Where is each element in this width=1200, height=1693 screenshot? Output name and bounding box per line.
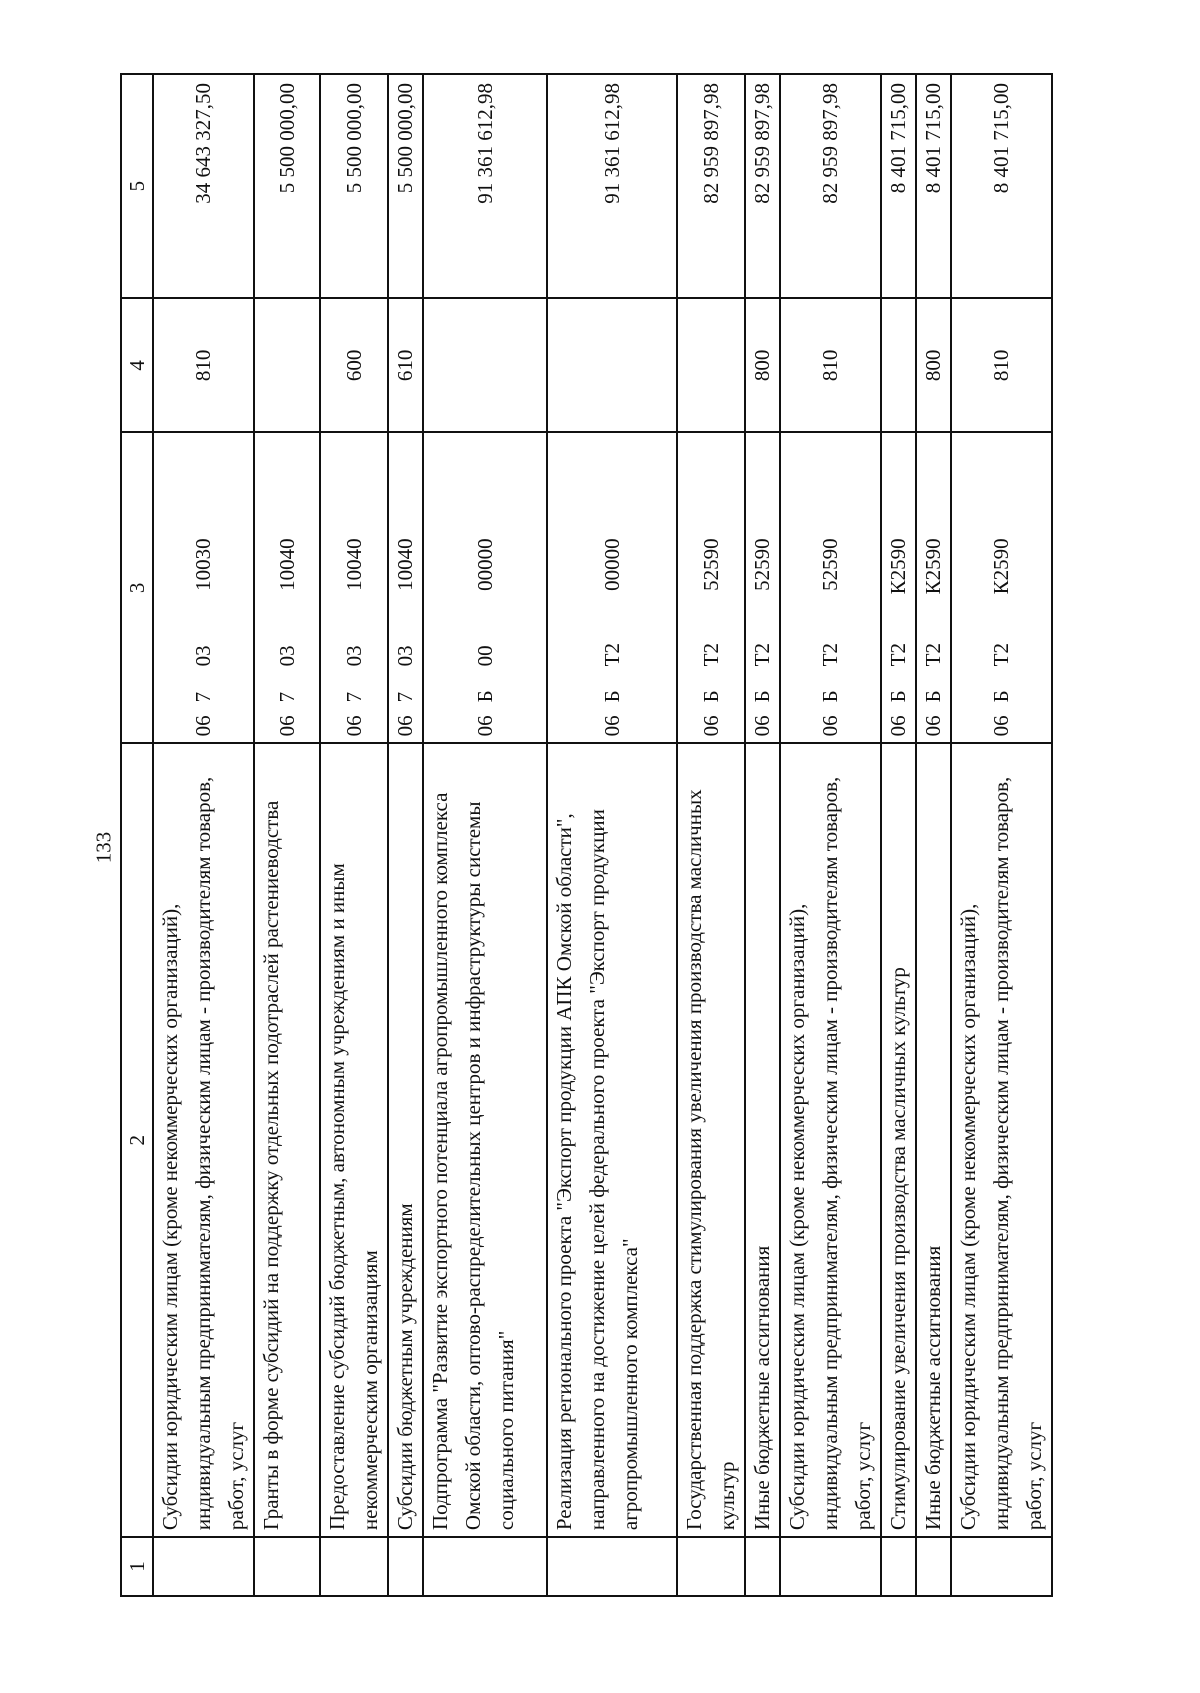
- code-part: 10040: [341, 538, 366, 591]
- row-amount: 5 500 000,00: [254, 74, 320, 298]
- table-row: [320, 74, 388, 1596]
- col-header-3: 3: [121, 432, 153, 743]
- code-part: 03: [191, 645, 215, 667]
- code-part: 00: [472, 645, 497, 667]
- code-part: 06: [599, 715, 624, 737]
- row-amount: 91 361 612,98: [423, 74, 547, 298]
- row-expense-type: 800: [745, 298, 780, 432]
- row-amount: 8 401 715,00: [881, 74, 916, 298]
- code-part: Б: [750, 690, 774, 703]
- header-row: [121, 74, 153, 1596]
- row-name: Реализация регионального проекта "Экспорт продукции АПК Омской области", направленного на достижение целей федерального проекта "Экспорт продукции агропромышленного комплекса": [547, 743, 677, 1537]
- col-header-5: 5: [121, 74, 153, 298]
- row-name: Субсидии юридическим лицам (кроме некоммерческих организаций), индивидуальным предпринимателям, физическим лицам - производителям товаров, работ, услуг: [153, 743, 254, 1537]
- row-code: [780, 432, 881, 743]
- code-part: Б: [698, 690, 723, 703]
- code-part: 06: [818, 715, 842, 737]
- row-expense-type: [547, 298, 677, 432]
- row-amount: 91 361 612,98: [547, 74, 677, 298]
- row-amount: 8 401 715,00: [951, 74, 1052, 298]
- row-name: Предоставление субсидий бюджетным, автономным учреждениям и иным некоммерческим организациям: [320, 743, 388, 1537]
- code-part: Т2: [698, 643, 723, 667]
- table-row: [951, 74, 1052, 1596]
- row-name: Подпрограмма "Развитие экспортного потенциала агропромышленного комплекса Омской области, оптово-распределительных центров и инфраструктуры системы социального питания": [423, 743, 547, 1537]
- row-code: [677, 432, 745, 743]
- code-part: 06: [989, 715, 1013, 737]
- page-number: 133: [91, 831, 116, 864]
- code-part: 00000: [599, 538, 624, 591]
- code-part: 06: [191, 715, 215, 737]
- code-part: Т2: [818, 643, 842, 667]
- row-amount: 5 500 000,00: [320, 74, 388, 298]
- code-part: 06: [274, 715, 299, 737]
- code-part: Т2: [989, 643, 1013, 667]
- row-expense-type: [881, 298, 916, 432]
- row-name: Государственная поддержка стимулирования увеличения производства масличных культур: [677, 743, 745, 1537]
- row-name: Иные бюджетные ассигнования: [745, 743, 780, 1537]
- code-part: 10040: [274, 538, 299, 591]
- col-header-4: 4: [121, 298, 153, 432]
- row-number-cell: [951, 1537, 1052, 1596]
- row-number-cell: [677, 1537, 745, 1596]
- code-part: Т2: [921, 643, 945, 667]
- row-number-cell: [547, 1537, 677, 1596]
- row-code: [423, 432, 547, 743]
- code-part: 7: [341, 691, 366, 703]
- code-part: 03: [274, 645, 299, 667]
- code-part: Т2: [599, 643, 624, 667]
- row-number-cell: [916, 1537, 951, 1596]
- table-row: [153, 74, 254, 1596]
- row-expense-type: [423, 298, 547, 432]
- row-name: Субсидии юридическим лицам (кроме некоммерческих организаций), индивидуальным предпринимателям, физическим лицам - производителям товаров, работ, услуг: [780, 743, 881, 1537]
- code-part: 06: [393, 715, 417, 737]
- code-part: Т2: [750, 643, 774, 667]
- row-amount: 82 959 897,98: [780, 74, 881, 298]
- col-header-1: 1: [121, 1537, 153, 1596]
- code-part: 52590: [818, 538, 842, 591]
- code-part: Б: [921, 690, 945, 703]
- code-part: Т2: [886, 643, 910, 667]
- row-expense-type: 810: [951, 298, 1052, 432]
- code-part: Б: [599, 690, 624, 703]
- row-name: Гранты в форме субсидий на поддержку отдельных подотраслей растениеводства: [254, 743, 320, 1537]
- row-code: [881, 432, 916, 743]
- code-part: Б: [472, 690, 497, 703]
- code-part: 00000: [472, 538, 497, 591]
- row-expense-type: 810: [780, 298, 881, 432]
- row-amount: 82 959 897,98: [677, 74, 745, 298]
- row-number-cell: [388, 1537, 423, 1596]
- row-number-cell: [423, 1537, 547, 1596]
- code-part: Б: [818, 690, 842, 703]
- row-code: [320, 432, 388, 743]
- row-name: Иные бюджетные ассигнования: [916, 743, 951, 1537]
- row-name: Субсидии бюджетным учреждениям: [388, 743, 423, 1537]
- col-header-2: 2: [121, 743, 153, 1537]
- row-code: [547, 432, 677, 743]
- code-part: 10040: [393, 538, 417, 591]
- code-part: 06: [472, 715, 497, 737]
- row-amount: 34 643 327,50: [153, 74, 254, 298]
- row-expense-type: 600: [320, 298, 388, 432]
- table-row: [745, 74, 780, 1596]
- row-expense-type: 800: [916, 298, 951, 432]
- code-part: 10030: [191, 538, 215, 591]
- code-part: 52590: [698, 538, 723, 591]
- code-part: 52590: [750, 538, 774, 591]
- table-row: [423, 74, 547, 1596]
- code-part: 06: [698, 715, 723, 737]
- row-number-cell: [153, 1537, 254, 1596]
- table-row: [547, 74, 677, 1596]
- code-part: 7: [393, 691, 417, 703]
- row-code: [388, 432, 423, 743]
- rotated-table-container: [120, 73, 1050, 1597]
- code-part: К2590: [886, 538, 910, 595]
- code-part: Б: [886, 690, 910, 703]
- row-code: [153, 432, 254, 743]
- row-expense-type: 810: [153, 298, 254, 432]
- budget-table: [120, 73, 1053, 1597]
- row-number-cell: [254, 1537, 320, 1596]
- table-row: [254, 74, 320, 1596]
- code-part: 03: [393, 645, 417, 667]
- row-number-cell: [745, 1537, 780, 1596]
- table-row: [388, 74, 423, 1596]
- table-row: [916, 74, 951, 1596]
- row-expense-type: [677, 298, 745, 432]
- row-amount: 8 401 715,00: [916, 74, 951, 298]
- row-name: Стимулирование увеличения производства масличных культур: [881, 743, 916, 1537]
- row-name: Субсидии юридическим лицам (кроме некоммерческих организаций), индивидуальным предпринимателям, физическим лицам - производителям товаров, работ, услуг: [951, 743, 1052, 1537]
- row-code: [916, 432, 951, 743]
- row-code: [951, 432, 1052, 743]
- row-code: [745, 432, 780, 743]
- row-number-cell: [780, 1537, 881, 1596]
- code-part: К2590: [921, 538, 945, 595]
- row-number-cell: [320, 1537, 388, 1596]
- code-part: 7: [274, 691, 299, 703]
- table-row: [780, 74, 881, 1596]
- row-amount: 82 959 897,98: [745, 74, 780, 298]
- code-part: 06: [341, 715, 366, 737]
- row-number-cell: [881, 1537, 916, 1596]
- row-amount: 5 500 000,00: [388, 74, 423, 298]
- row-expense-type: [254, 298, 320, 432]
- code-part: 06: [921, 715, 945, 737]
- code-part: 03: [341, 645, 366, 667]
- row-expense-type: 610: [388, 298, 423, 432]
- code-part: К2590: [989, 538, 1013, 595]
- code-part: 06: [886, 715, 910, 737]
- code-part: 7: [191, 691, 215, 703]
- row-code: [254, 432, 320, 743]
- code-part: Б: [989, 690, 1013, 703]
- code-part: 06: [750, 715, 774, 737]
- table-row: [881, 74, 916, 1596]
- table-row: [677, 74, 745, 1596]
